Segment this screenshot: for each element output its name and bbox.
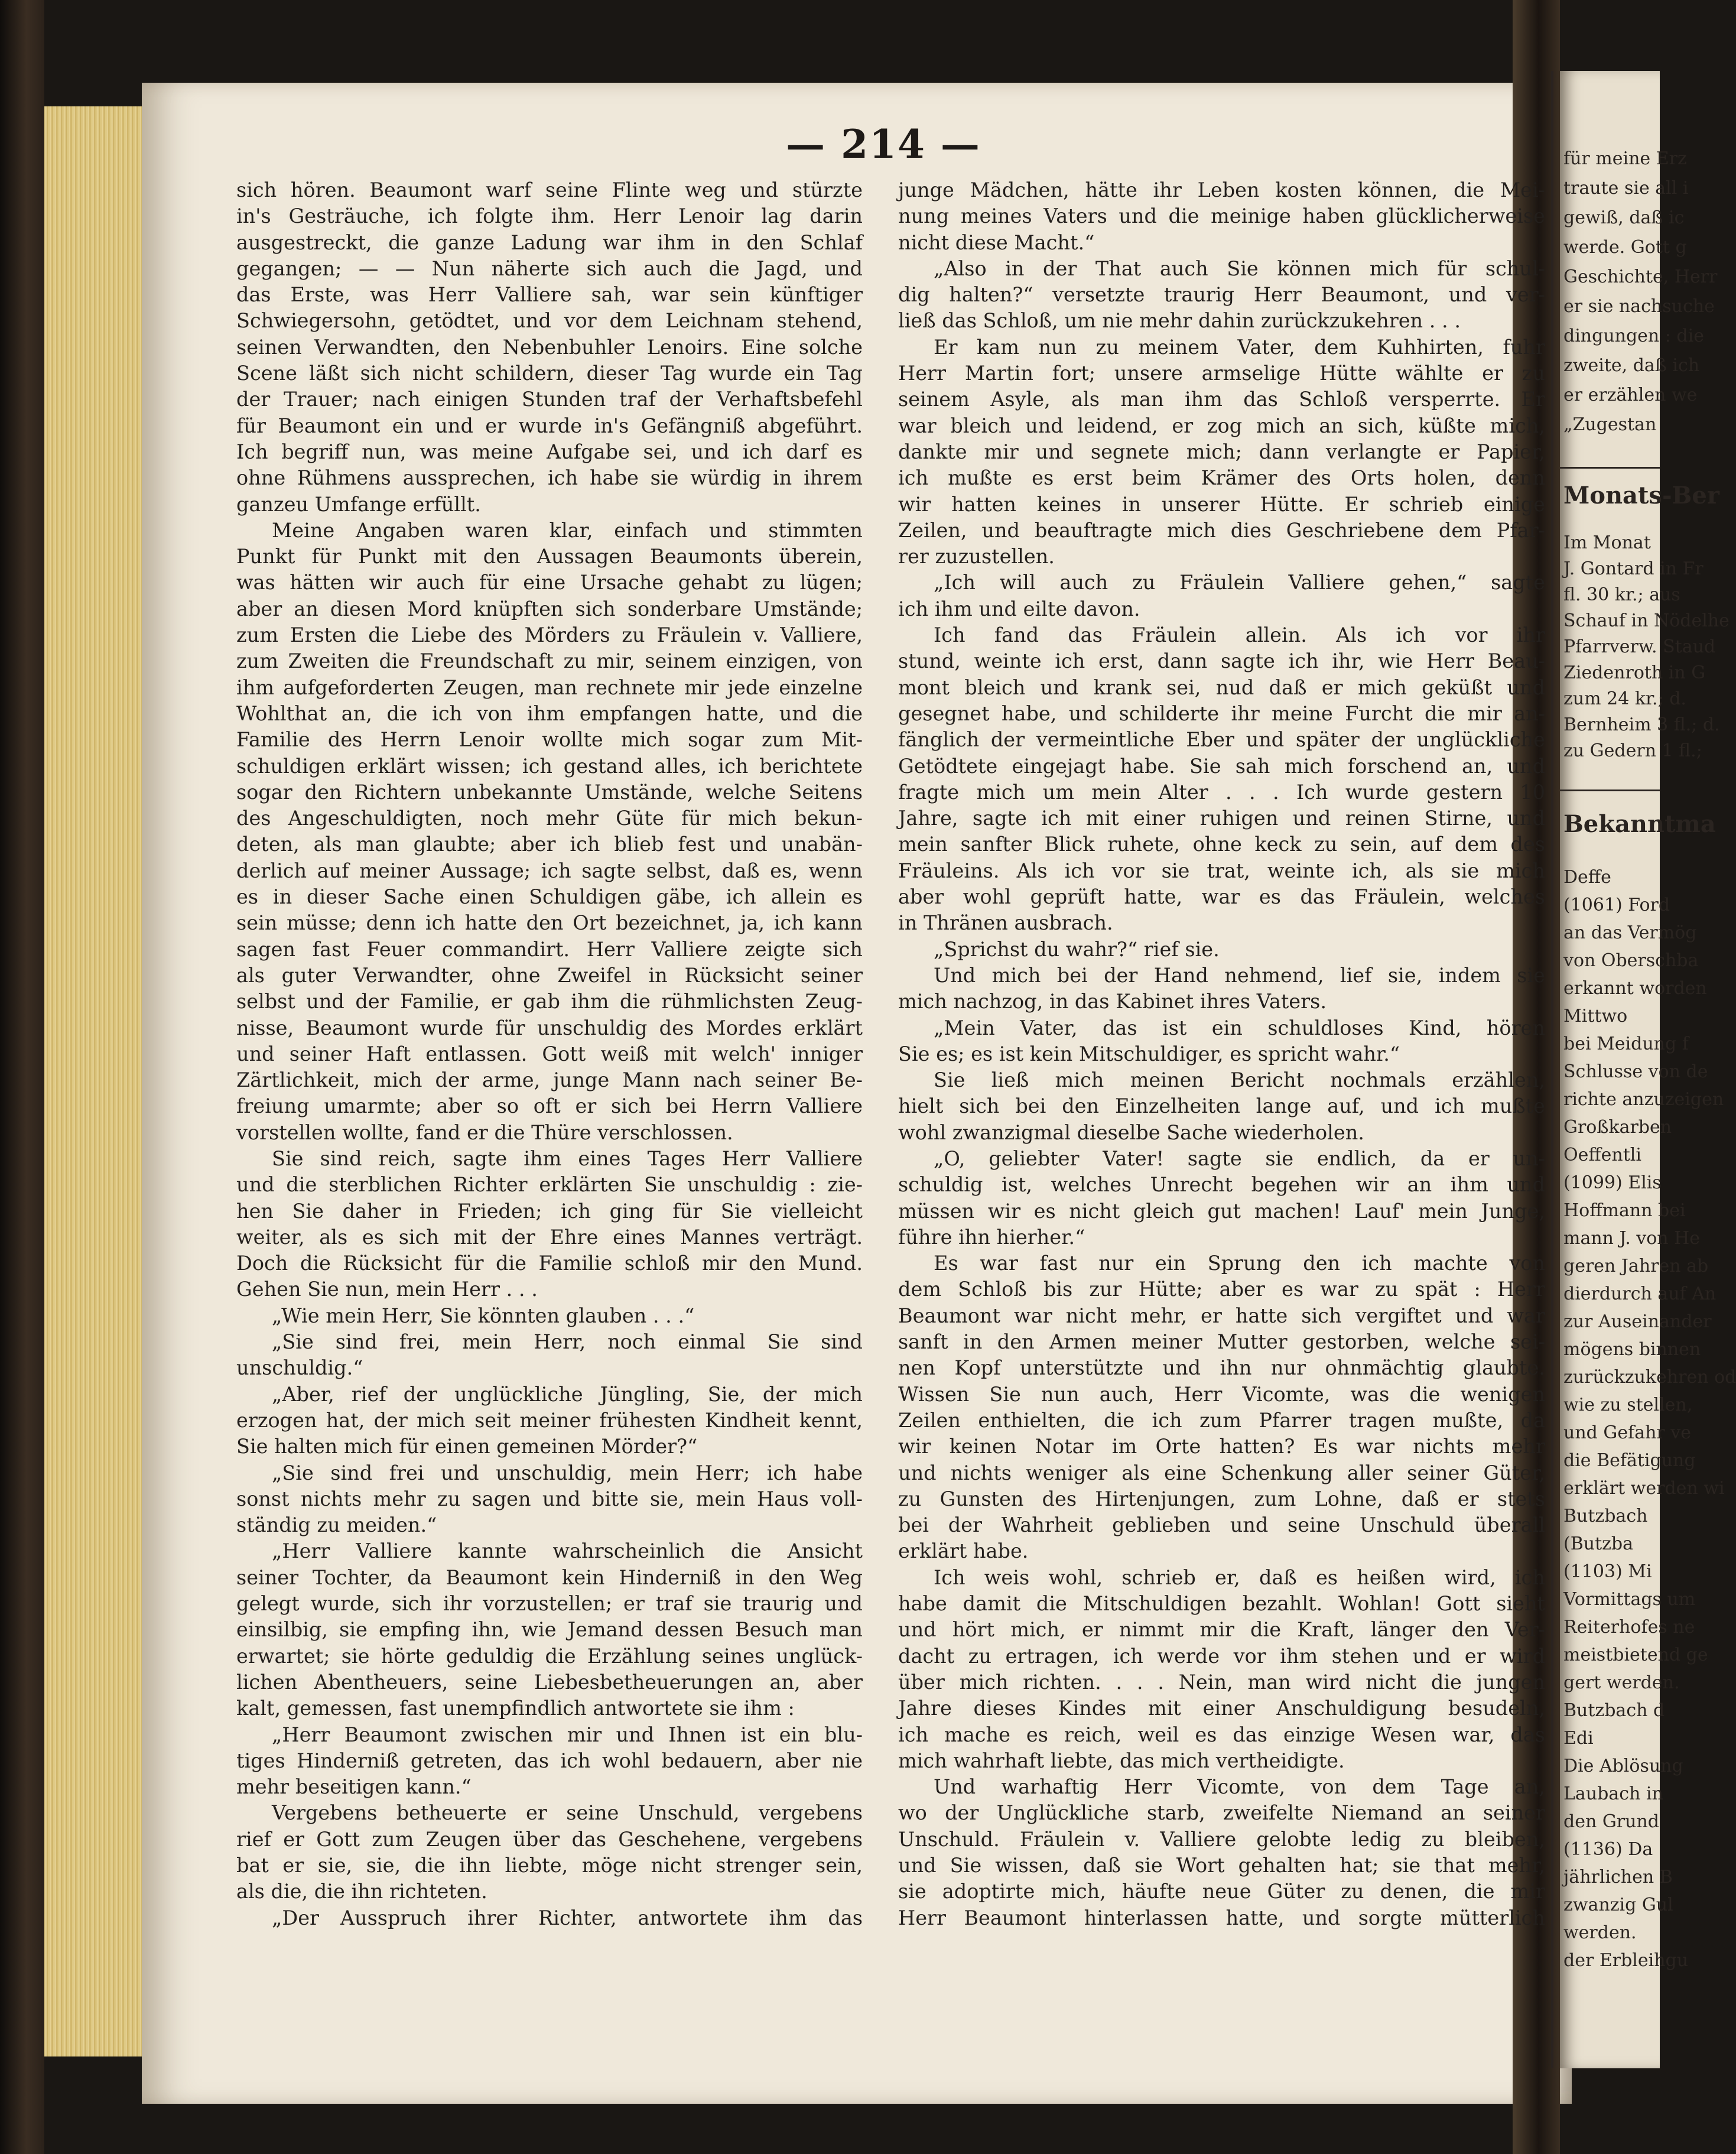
- text-line: und Sie wissen, daß sie Wort gehalten hat; sie that mehr,: [898, 1854, 1545, 1877]
- text-line: Zeilen enthielten, die ich zum Pfarrer tragen mußte, da: [898, 1408, 1545, 1432]
- text-line: ausgestreckt, die ganze Ladung war ihm in den Schlaf: [236, 230, 863, 254]
- neighbor-text-line: zweite, daß ich: [1563, 355, 1700, 376]
- neighbor-text-line: Reiterhofes ne: [1563, 1617, 1695, 1638]
- text-line: Herr Martin fort; unsere armselige Hütte wählte er zu: [898, 362, 1545, 385]
- text-line: Sie ließ mich meinen Bericht nochmals erzählen,: [934, 1068, 1545, 1092]
- text-line: sagen fast Feuer commandirt. Herr Valliere zeigte sich: [236, 937, 863, 961]
- text-line: Sie halten mich für einen gemeinen Mörder?“: [236, 1435, 698, 1458]
- neighbor-text-line: gert werden.: [1563, 1672, 1680, 1693]
- neighbor-text-line: werde. Gott g: [1563, 237, 1687, 258]
- text-line: bat er sie, sie, die ihn liebte, möge nicht strenger sein,: [236, 1854, 863, 1877]
- text-line: mont bleich und krank sei, nud daß er mich geküßt und: [898, 675, 1545, 699]
- text-line: „Sie sind frei und unschuldig, mein Herr; ich habe: [272, 1461, 863, 1484]
- text-line: dankte mir und segnete mich; dann verlangte er Papier,: [898, 440, 1545, 463]
- text-line: mich nachzog, in das Kabinet ihres Vaters.: [898, 990, 1327, 1013]
- text-line: das Erste, was Herr Valliere sah, war sein künftiger: [236, 283, 863, 307]
- text-line: gegangen; — — Nun näherte sich auch die Jagd, und: [236, 256, 863, 280]
- text-line: Wissen Sie nun auch, Herr Vicomte, was die wenigen: [898, 1382, 1545, 1406]
- left-text-column: [236, 177, 863, 1931]
- text-line: Punkt für Punkt mit den Aussagen Beaumonts überein,: [236, 545, 863, 568]
- text-line: nisse, Beaumont wurde für unschuldig des Mordes erklärt: [236, 1016, 863, 1039]
- text-line: Beaumont war nicht mehr, er hatte sich vergiftet und war: [898, 1304, 1545, 1327]
- neighbor-text-line: (1103) Mi: [1563, 1561, 1652, 1582]
- neighbor-text-line: J. Gontard in Fr: [1563, 558, 1704, 579]
- text-line: stund, weinte ich erst, dann sagte ich ihr, wie Herr Beau-: [898, 649, 1545, 673]
- right-text-column: [898, 177, 1545, 1931]
- neighbor-text-line: Im Monat: [1563, 532, 1651, 553]
- text-line: Herr Beaumont hinterlassen hatte, und sorgte mütterlich: [898, 1906, 1545, 1929]
- text-line: ständig zu meiden.“: [236, 1513, 437, 1537]
- neighbor-text-line: er sie nachsuche: [1563, 296, 1715, 317]
- text-line: „Also in der That auch Sie können mich für schul-: [934, 256, 1545, 280]
- text-line: gesegnet habe, und schilderte ihr meine Furcht die mir an-: [898, 701, 1545, 725]
- page-number: — 214 —: [786, 121, 981, 167]
- text-line: bei der Wahrheit geblieben und seine Unschuld überall: [898, 1513, 1545, 1537]
- text-line: erklärt habe.: [898, 1539, 1029, 1563]
- neighbor-text-line: Schauf in Nödelhe: [1563, 610, 1730, 631]
- text-line: deten, als man glaubte; aber ich blieb fest und unabän-: [236, 833, 863, 856]
- text-line: und die sterblichen Richter erklärten Sie unschuldig : zie-: [236, 1173, 863, 1197]
- page-edges-gilt: [44, 106, 144, 2056]
- text-line: und hört mich, er nimmt mir die Kraft, länger den Ver-: [898, 1618, 1545, 1642]
- text-line: „Sie sind frei, mein Herr, noch einmal Sie sind: [272, 1330, 863, 1354]
- text-line: für Beaumont ein und er wurde in's Gefängniß abgeführt.: [236, 414, 863, 437]
- text-line: „Aber, rief der unglückliche Jüngling, Sie, der mich: [272, 1382, 863, 1406]
- text-line: unschuldig.“: [236, 1356, 363, 1380]
- text-line: nicht diese Macht.“: [898, 230, 1095, 254]
- text-line: müssen wir es nicht gleich gut machen! Lauf' mein Junge,: [898, 1199, 1545, 1223]
- text-line: „Mein Vater, das ist ein schuldloses Kind, hören: [934, 1016, 1545, 1039]
- text-line: mehr beseitigen kann.“: [236, 1775, 472, 1799]
- text-line: aber wohl geprüft hatte, war es das Fräulein, welches: [898, 885, 1545, 909]
- text-line: seinem Asyle, als man ihm das Schloß versperrte. Er: [898, 388, 1545, 411]
- neighbor-text-line: von Oberschba: [1563, 950, 1699, 971]
- neighbor-text-line: (Butzba: [1563, 1534, 1634, 1554]
- text-line: derlich auf meiner Aussage; ich sagte selbst, daß es, wenn: [236, 859, 863, 882]
- text-line: Sie es; es ist kein Mitschuldiger, es spricht wahr.“: [898, 1042, 1400, 1065]
- neighbor-text-line: werden.: [1563, 1922, 1637, 1943]
- text-line: was hätten wir auch für eine Ursache gehabt zu lügen;: [236, 571, 863, 594]
- text-line: Unschuld. Fräulein v. Valliere gelobte ledig zu bleiben,: [898, 1827, 1545, 1851]
- neighbor-text-line: die Befätigung: [1563, 1450, 1696, 1471]
- neighbor-text-line: richte anzuzeigen: [1563, 1089, 1724, 1110]
- text-line: als die, die ihn richteten.: [236, 1880, 487, 1903]
- text-line: des Angeschuldigten, noch mehr Güte für mich bekun-: [236, 807, 863, 830]
- text-line: Wohlthat an, die ich von ihm empfangen hatte, und die: [236, 701, 863, 725]
- neighbor-text-line: Mittwo: [1563, 1006, 1628, 1026]
- text-line: Jahre, sagte ich mit einer ruhigen und reinen Stirne, und: [898, 807, 1545, 830]
- neighbor-heading: Monats-Ber: [1563, 482, 1719, 509]
- text-line: sonst nichts mehr zu sagen und bitte sie, mein Haus voll-: [236, 1487, 863, 1510]
- text-line: vorstellen wollte, fand er die Thüre verschlossen.: [236, 1120, 733, 1144]
- text-line: Jahre dieses Kindes mit einer Anschuldigung besudeln,: [898, 1697, 1545, 1720]
- neighbor-page: [1560, 71, 1736, 2068]
- text-line: ich ihm und eilte davon.: [898, 597, 1140, 620]
- text-line: „Herr Valliere kannte wahrscheinlich die Ansicht: [272, 1539, 863, 1563]
- neighbor-text-line: dierdurch auf An: [1563, 1284, 1717, 1304]
- text-line: Er kam nun zu meinem Vater, dem Kuhhirten, fuhr: [934, 335, 1545, 359]
- text-line: der Trauer; nach einigen Stunden traf der Verhaftsbefehl: [236, 388, 863, 411]
- text-line: „Sprichst du wahr?“ rief sie.: [934, 937, 1220, 961]
- neighbor-text-line: fl. 30 kr.; aus: [1563, 584, 1680, 605]
- text-line: Getödtete eingejagt habe. Sie sah mich forschend an, und: [898, 754, 1545, 778]
- text-line: sein müsse; denn ich hatte den Ort bezeichnet, ja, ich kann: [236, 911, 863, 935]
- neighbor-rule: [1560, 467, 1660, 469]
- text-line: rief er Gott zum Zeugen über das Geschehene, vergebens: [236, 1827, 863, 1851]
- text-line: dacht zu ertragen, ich werde vor ihm stehen und er wird: [898, 1644, 1545, 1668]
- text-line: mein sanfter Blick ruhete, ohne keck zu sein, auf dem des: [898, 833, 1545, 856]
- text-line: Schwiegersohn, getödtet, und vor dem Leichnam stehend,: [236, 309, 863, 333]
- neighbor-text-line: er erzählen we: [1563, 385, 1698, 405]
- text-line: mich wahrhaft liebte, das mich vertheidigte.: [898, 1749, 1345, 1772]
- text-line: tiges Hinderniß getreten, das ich wohl bedauern, aber nie: [236, 1749, 863, 1772]
- neighbor-text-line: wie zu stellen,: [1563, 1395, 1693, 1415]
- text-line: rer zuzustellen.: [898, 545, 1055, 568]
- text-line: schuldig ist, welches Unrecht begehen wir an ihm und: [898, 1173, 1545, 1197]
- neighbor-text-line: geren Jahren ab: [1563, 1256, 1709, 1276]
- text-line: wir keinen Notar im Orte hatten? Es war nichts mehr: [898, 1435, 1545, 1458]
- text-line: wohl zwanzigmal dieselbe Sache wiederholen.: [898, 1120, 1364, 1144]
- text-line: kalt, gemessen, fast unempfindlich antwortete sie ihm :: [236, 1697, 795, 1720]
- text-line: schuldigen erklärt wissen; ich gestand alles, ich berichtete: [236, 754, 863, 778]
- text-line: sogar den Richtern unbekannte Umstände, welche Seitens: [236, 780, 863, 804]
- neighbor-text-line: Bernheim 3 fl.; d.: [1563, 714, 1720, 735]
- neighbor-text-line: Pfarrverw. Staud: [1563, 636, 1716, 657]
- text-line: hielt sich bei den Einzelheiten lange auf, und ich mußte: [898, 1094, 1545, 1118]
- text-line: Zeilen, und beauftragte mich dies Geschriebene dem Pfar-: [898, 518, 1545, 542]
- text-line: nung meines Vaters und die meinige haben glücklicherweise: [898, 204, 1545, 228]
- neighbor-text-line: bei Meidung f: [1563, 1034, 1689, 1054]
- text-line: sie adoptirte mich, häufte neue Güter zu denen, die mir: [898, 1880, 1545, 1903]
- neighbor-text-line: (1061) Ford: [1563, 895, 1670, 915]
- text-line: freiung umarmte; aber so oft er sich bei Herrn Valliere: [236, 1094, 863, 1118]
- neighbor-text-line: zurückzukehren od: [1563, 1367, 1736, 1388]
- neighbor-heading: Bekanntma: [1563, 810, 1716, 838]
- text-line: dem Schloß bis zur Hütte; aber es war zu spät : Herr: [898, 1278, 1545, 1301]
- neighbor-text-line: meistbietend ge: [1563, 1645, 1708, 1665]
- neighbor-text-line: für meine Erz: [1563, 148, 1687, 169]
- text-line: Ich begriff nun, was meine Aufgabe sei, und ich darf es: [236, 440, 863, 463]
- text-line: Fräuleins. Als ich vor sie trat, weinte ich, als sie mich: [898, 859, 1545, 882]
- neighbor-rule: [1560, 790, 1660, 791]
- text-line: lichen Abentheuers, seine Liebesbetheuerungen an, aber: [236, 1670, 863, 1694]
- neighbor-text-line: den Grund: [1563, 1811, 1659, 1832]
- neighbor-text-line: zwanzig Gul: [1563, 1895, 1673, 1915]
- neighbor-text-line: gewiß, daß ic: [1563, 207, 1685, 228]
- book-cover-edge: [0, 0, 44, 2154]
- neighbor-text-line: Die Ablösung: [1563, 1756, 1683, 1776]
- text-line: Und warhaftig Herr Vicomte, von dem Tage an,: [934, 1775, 1545, 1799]
- text-line: „Wie mein Herr, Sie könnten glauben . . .“: [272, 1304, 695, 1327]
- text-line: ganzeu Umfange erfüllt.: [236, 492, 481, 516]
- neighbor-text-line: Hoffmann bei: [1563, 1200, 1686, 1221]
- neighbor-text-line: Großkarben: [1563, 1117, 1672, 1138]
- neighbor-text-line: jährlichen B: [1563, 1867, 1673, 1887]
- text-line: seinen Verwandten, den Nebenbuhler Lenoirs. Eine solche: [236, 335, 863, 359]
- neighbor-text-line: Edi: [1563, 1728, 1594, 1749]
- text-line: zum Zweiten die Freundschaft zu mir, seinem einzigen, von: [236, 649, 863, 673]
- neighbor-text-line: mögens binnen: [1563, 1339, 1701, 1360]
- text-line: erzogen hat, der mich seit meiner frühesten Kindheit kennt,: [236, 1408, 863, 1432]
- text-line: dig halten?“ versetzte traurig Herr Beaumont, und ver-: [898, 283, 1545, 307]
- neighbor-text-line: Vormittags um: [1563, 1589, 1696, 1610]
- text-line: hen Sie daher in Frieden; ich ging für Sie vielleicht: [236, 1199, 863, 1223]
- neighbor-page-rule: [1551, 71, 1553, 2068]
- text-line: weiter, als es sich mit der Ehre eines Mannes verträgt.: [236, 1225, 863, 1249]
- text-line: zum Ersten die Liebe des Mörders zu Fräulein v. Valliere,: [236, 623, 863, 647]
- text-line: Gehen Sie nun, mein Herr . . .: [236, 1278, 538, 1301]
- neighbor-text-line: Butzbach d: [1563, 1700, 1665, 1721]
- text-line: in Thränen ausbrach.: [898, 911, 1113, 935]
- text-line: Ich weis wohl, schrieb er, daß es heißen wird, ich: [934, 1565, 1545, 1589]
- text-line: als guter Verwandter, ohne Zweifel in Rücksicht seiner: [236, 963, 863, 987]
- text-line: und seiner Haft entlassen. Gott weiß mit welch' inniger: [236, 1042, 863, 1065]
- text-line: sanft in den Armen meiner Mutter gestorben, welche sei-: [898, 1330, 1545, 1354]
- text-line: führe ihn hierher.“: [898, 1225, 1085, 1249]
- text-line: aber an diesen Mord knüpften sich sonderbare Umstände;: [236, 597, 863, 620]
- text-line: selbst und der Familie, er gab ihm die rühmlichsten Zeug-: [236, 990, 863, 1013]
- text-line: „Der Ausspruch ihrer Richter, antwortete ihm das: [272, 1906, 863, 1929]
- text-line: fänglich der vermeintliche Eber und später der unglückliche: [898, 728, 1545, 752]
- text-line: Ich fand das Fräulein allein. Als ich vor ihr: [934, 623, 1545, 647]
- neighbor-text-line: zur Auseinander: [1563, 1311, 1712, 1332]
- neighbor-text-line: erkannt worden: [1563, 978, 1707, 999]
- text-line: zu Gunsten des Hirtenjungen, zum Lohne, daß er stets: [898, 1487, 1545, 1510]
- text-line: es in dieser Sache einen Schuldigen gäbe, ich allein es: [236, 885, 863, 909]
- text-line: Scene läßt sich nicht schildern, dieser Tag wurde ein Tag: [236, 362, 863, 385]
- text-line: ließ das Schloß, um nie mehr dahin zurückzukehren . . .: [898, 309, 1461, 333]
- text-line: ihm aufgeforderten Zeugen, man rechnete mir jede einzelne: [236, 675, 863, 699]
- text-line: ich mußte es erst beim Krämer des Orts holen, denn: [898, 466, 1545, 490]
- text-line: junge Mädchen, hätte ihr Leben kosten können, die Mei-: [898, 178, 1545, 202]
- neighbor-text-line: mann J. von He: [1563, 1228, 1701, 1249]
- text-line: Und mich bei der Hand nehmend, lief sie, indem sie: [934, 963, 1545, 987]
- neighbor-text-line: zum 24 kr.; d.: [1563, 688, 1686, 709]
- text-line: ohne Rühmens aussprechen, ich habe sie würdig in ihrem: [236, 466, 863, 490]
- text-line: nen Kopf unterstützte und ihn nur ohnmächtig glaubte.: [898, 1356, 1545, 1380]
- text-line: Vergebens betheuerte er seine Unschuld, vergebens: [272, 1801, 863, 1825]
- neighbor-text-line: und Gefahr ve: [1563, 1422, 1691, 1443]
- text-line: sich hören. Beaumont warf seine Flinte weg und stürzte: [236, 178, 863, 202]
- text-line: Zärtlichkeit, mich der arme, junge Mann nach seiner Be-: [236, 1068, 863, 1092]
- text-line: war bleich und leidend, er zog mich an sich, küßte mich,: [898, 414, 1545, 437]
- neighbor-text-line: Schlusse von de: [1563, 1061, 1708, 1082]
- neighbor-text-line: (1136) Da: [1563, 1839, 1653, 1860]
- neighbor-text-line: Deffe: [1563, 867, 1611, 888]
- text-line: ich mache es reich, weil es das einzige Wesen war, das: [898, 1723, 1545, 1746]
- text-line: Meine Angaben waren klar, einfach und stimmten: [272, 518, 863, 542]
- neighbor-text-line: Oeffentli: [1563, 1145, 1641, 1165]
- neighbor-text-line: Butzbach: [1563, 1506, 1648, 1526]
- text-line: wir hatten keines in unserer Hütte. Er schrieb einige: [898, 492, 1545, 516]
- text-line: Doch die Rücksicht für die Familie schloß mir den Mund.: [236, 1252, 863, 1275]
- neighbor-text-line: (1099) Elis: [1563, 1172, 1662, 1193]
- text-line: seiner Tochter, da Beaumont kein Hinderniß in den Weg: [236, 1565, 863, 1589]
- text-line: Es war fast nur ein Sprung den ich machte von: [934, 1252, 1545, 1275]
- neighbor-text-line: erklärt werden wi: [1563, 1478, 1725, 1499]
- text-line: wo der Unglückliche starb, zweifelte Niemand an seiner: [898, 1801, 1545, 1825]
- text-line: und nichts weniger als eine Schenkung aller seiner Güter,: [898, 1461, 1545, 1484]
- text-line: habe damit die Mitschuldigen bezahlt. Wohlan! Gott sieht: [898, 1592, 1545, 1616]
- text-line: „Ich will auch zu Fräulein Valliere gehen,“ sagte: [934, 571, 1545, 594]
- text-line: „Herr Beaumont zwischen mir und Ihnen ist ein blu-: [272, 1723, 863, 1746]
- neighbor-text-line: der Erbleihgu: [1563, 1950, 1689, 1971]
- text-line: Sie sind reich, sagte ihm eines Tages Herr Valliere: [272, 1146, 863, 1170]
- neighbor-text-line: Ziedenroth in G: [1563, 662, 1706, 683]
- neighbor-text-line: „Zugestan: [1563, 414, 1657, 435]
- neighbor-text-line: Laubach in: [1563, 1783, 1663, 1804]
- text-line: erwartet; sie hörte geduldig die Erzählung seines unglück-: [236, 1644, 863, 1668]
- neighbor-text-line: Geschichte, Herr: [1563, 267, 1718, 287]
- neighbor-text-line: traute sie all i: [1563, 178, 1689, 199]
- text-line: einsilbig, sie empfing ihn, wie Jemand dessen Besuch man: [236, 1618, 863, 1642]
- text-line: gelegt wurde, sich ihr vorzustellen; er traf sie traurig und: [236, 1592, 863, 1616]
- text-line: Familie des Herrn Lenoir wollte mich sogar zum Mit-: [236, 728, 863, 752]
- text-line: fragte mich um mein Alter . . . Ich wurde gestern 10: [898, 780, 1545, 804]
- neighbor-text-line: an das Vermög: [1563, 922, 1697, 943]
- text-line: „O, geliebter Vater! sagte sie endlich, da er un-: [934, 1146, 1545, 1170]
- neighbor-text-line: zu Gedern 1 fl.;: [1563, 740, 1702, 761]
- neighbor-text-line: dingungen : die: [1563, 326, 1704, 346]
- text-line: in's Gesträuche, ich folgte ihm. Herr Lenoir lag darin: [236, 204, 863, 228]
- text-line: über mich richten. . . . Nein, man wird nicht die jungen: [898, 1670, 1545, 1694]
